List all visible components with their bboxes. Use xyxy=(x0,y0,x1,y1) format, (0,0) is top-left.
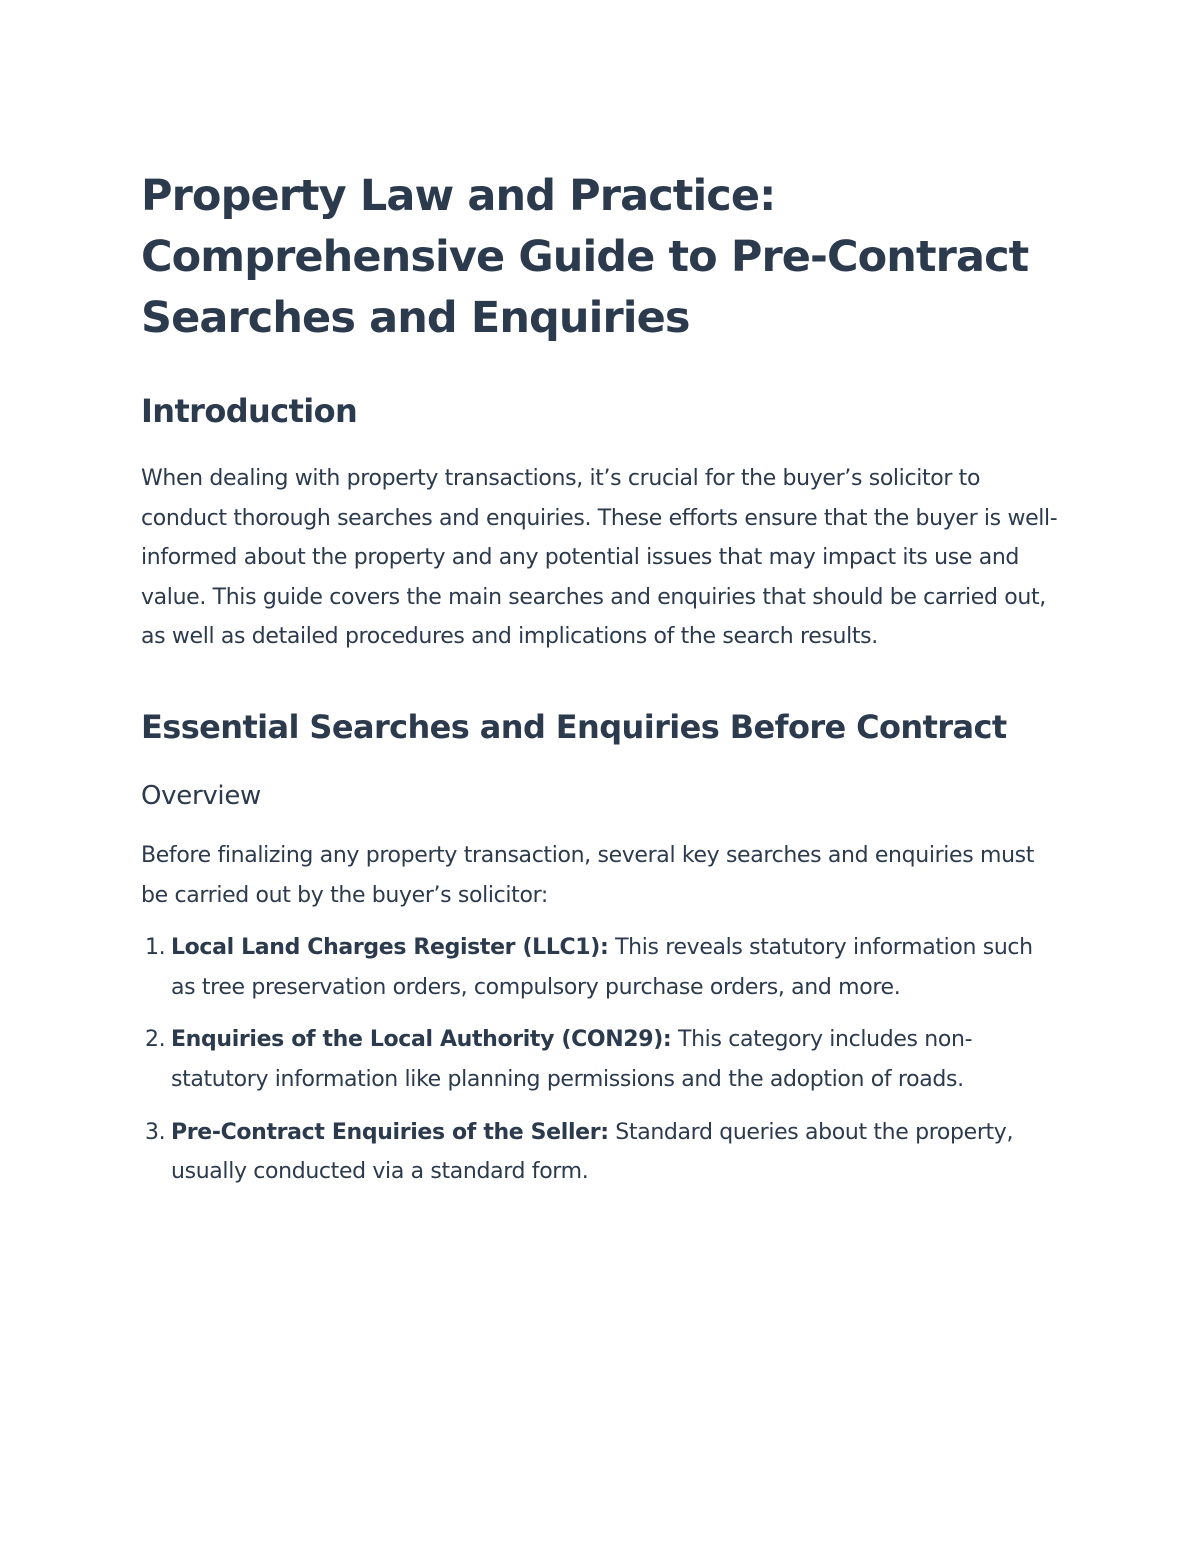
list-item-term: Pre-Contract Enquiries of the Seller: xyxy=(171,1119,609,1145)
essential-searches-heading: Essential Searches and Enquiries Before Contract xyxy=(141,707,1007,746)
list-item xyxy=(141,1113,1061,1192)
list-item-term: Enquiries of the Local Authority (CON29): xyxy=(171,1027,672,1053)
introduction-heading: Introduction xyxy=(141,392,358,430)
document-title: Property Law and Practice: Comprehensive Guide to Pre-Contract Searches and Enquiries xyxy=(141,171,1029,343)
list-item-text: This reveals statutory information such as tree preservation orders, compulsory purchase orders, and more. xyxy=(171,935,1033,1000)
overview-paragraph: Before finalizing any property transaction, several key searches and enquiries must be carried out by the buyer’s solicitor: xyxy=(141,842,1035,908)
list-item-number: 3. xyxy=(145,1119,166,1145)
searches-list xyxy=(141,928,1061,1192)
list-item-number: 2. xyxy=(145,1027,166,1053)
introduction-paragraph: When dealing with property transactions, it’s crucial for the buyer’s solicitor to conduct thorough searches and enquiries. These efforts ensure that the buyer is well-informed about the property and any potential issues that may impact its use and value. This guide covers the main searches and enquiries that should be carried out, as well as detailed procedures and implications of the search results. xyxy=(141,466,1058,650)
list-item xyxy=(141,928,1061,1007)
document-page xyxy=(141,166,1061,1205)
list-item xyxy=(141,1020,1061,1099)
list-item-number: 1. xyxy=(145,935,166,961)
list-item-term: Local Land Charges Register (LLC1): xyxy=(171,935,609,961)
overview-heading: Overview xyxy=(141,780,262,811)
list-item-text: Standard queries about the property, usually conducted via a standard form. xyxy=(171,1119,1014,1185)
list-item-text: This category includes non-statutory information like planning permissions and the adoption of roads. xyxy=(171,1027,973,1092)
